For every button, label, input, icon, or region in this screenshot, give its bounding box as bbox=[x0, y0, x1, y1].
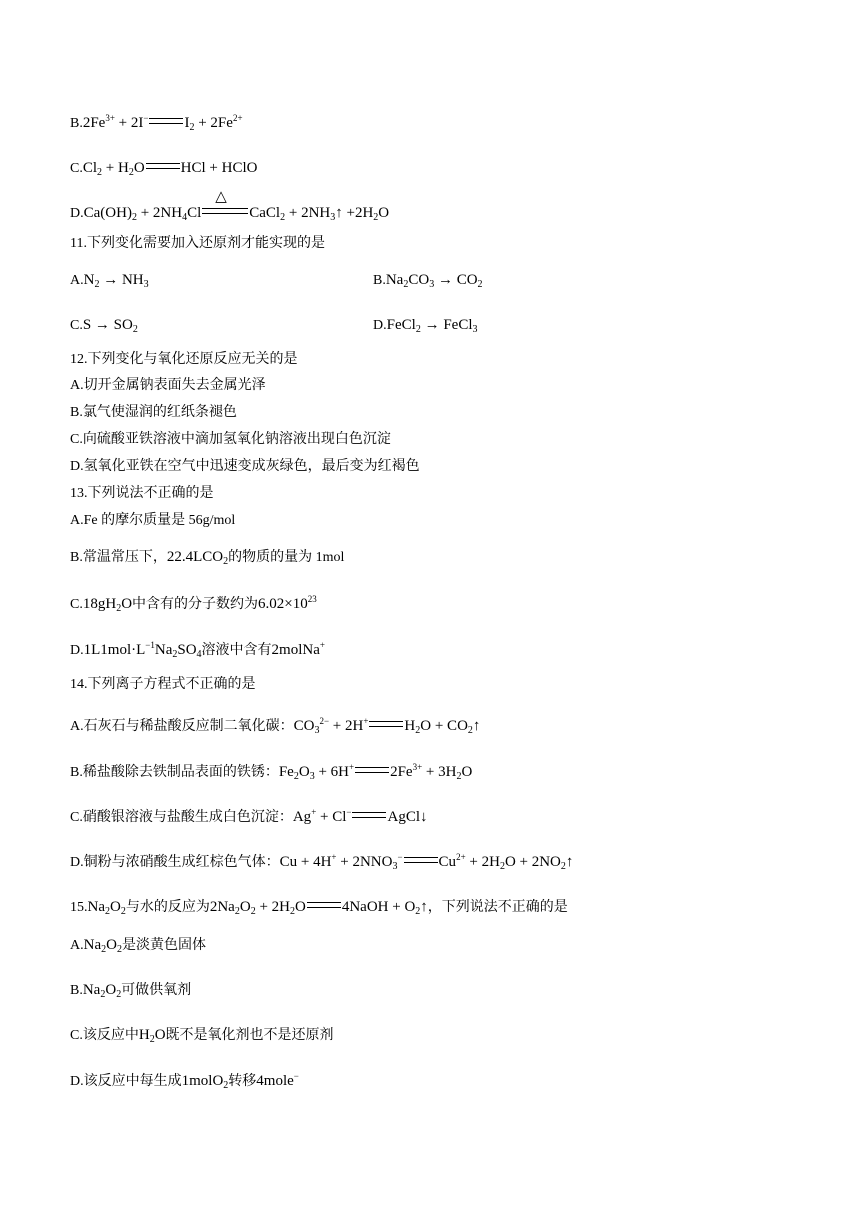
q11-option-b: $B.Na_2CO_3 \to CO_2$ bbox=[373, 272, 483, 290]
q14-option-a: A.石灰石与稀盐酸反应制二氧化碳：$CO_3^{2-} + 2H^+$ $H_2O$ + $CO_2↑$ bbox=[70, 716, 481, 736]
q10-option-c: $C.Cl_2 + H_2O$ HCl + HClO bbox=[70, 160, 258, 178]
q14-option-b: B.稀盐酸除去铁制品表面的铁锈：$Fe_2O_3 + 6H^+$ $2Fe^{3+} + 3H_2O$ bbox=[70, 762, 473, 782]
q13-stem: 13.下列说法不正确的是 bbox=[70, 486, 214, 501]
q13-option-d: $D.1L1mol\cdot L^{-1}Na_2SO_4$溶液中含有2molNa+ bbox=[70, 640, 325, 660]
q12-option-d: D.氢氧化亚铁在空气中迅速变成灰绿色，最后变为红褐色 bbox=[70, 459, 420, 474]
q12-option-a: A.切开金属钠表面失去金属光泽 bbox=[70, 378, 266, 393]
heating-symbol: △ bbox=[215, 189, 227, 205]
q13-option-b: B.常温常压下，$22.4LCO_2$的物质的量为 1mol bbox=[70, 549, 345, 567]
q13-option-c: $C.18gH_2O$中含有的分子数约为$6.02\times 10^{23}$ bbox=[70, 594, 317, 614]
q15-option-d: D.该反应中每生成1molO$_2$转移4mole− bbox=[70, 1071, 299, 1091]
q11-stem: 11.下列变化需要加入还原剂才能实现的是 bbox=[70, 236, 325, 251]
q12-option-c: C.向硫酸亚铁溶液中滴加氢氧化钠溶液出现白色沉淀 bbox=[70, 432, 391, 447]
q14-stem: 14.下列离子方程式不正确的是 bbox=[70, 677, 256, 692]
q15-option-b: $B.Na_2O_2$可做供氧剂 bbox=[70, 982, 192, 1000]
q13-option-a: A.Fe 的摩尔质量是 56g/mol bbox=[70, 513, 236, 528]
q11-option-c: $C.S \to SO_2$ bbox=[70, 317, 138, 335]
q15-stem: $15.Na_2O_2$与水的反应为$2Na_2O_2 + 2H_2O$ 4NaOH + $O_2↑$，下列说法不正确的是 bbox=[70, 899, 568, 917]
q10-option-b: $B.2Fe^{3+} + 2I^-$ $I_2 + 2Fe^{2+}$ bbox=[70, 113, 243, 133]
q11-option-a: $A.N_2 \to NH_3$ bbox=[70, 272, 149, 290]
q12-stem: 12.下列变化与氧化还原反应无关的是 bbox=[70, 352, 298, 367]
q11-option-d: D.FeCl$_2$ → FeCl$_3$ bbox=[373, 317, 478, 335]
q10-option-d: $D.Ca(OH)_2 + 2NH_4Cl$ △ CaCl$_2$ + $2NH_3↑ +2H_2O$ bbox=[70, 189, 390, 223]
q12-option-b: B.氯气使湿润的红纸条褪色 bbox=[70, 405, 237, 420]
q15-option-a: $A.Na_2O_2$是淡黄色固体 bbox=[70, 937, 206, 955]
q14-option-d: D.铜粉与浓硝酸生成红棕色气体：$Cu + 4H^+ + 2NNO_3^-$ $Cu^{2+} + 2H_2O$ + $2NO_2↑$ bbox=[70, 852, 574, 872]
q15-option-c: C.该反应中$H_2O$既不是氧化剂也不是还原剂 bbox=[70, 1027, 334, 1045]
q14-option-c: C.硝酸银溶液与盐酸生成白色沉淀：Ag+ + Cl− AgCl↓ bbox=[70, 807, 428, 825]
